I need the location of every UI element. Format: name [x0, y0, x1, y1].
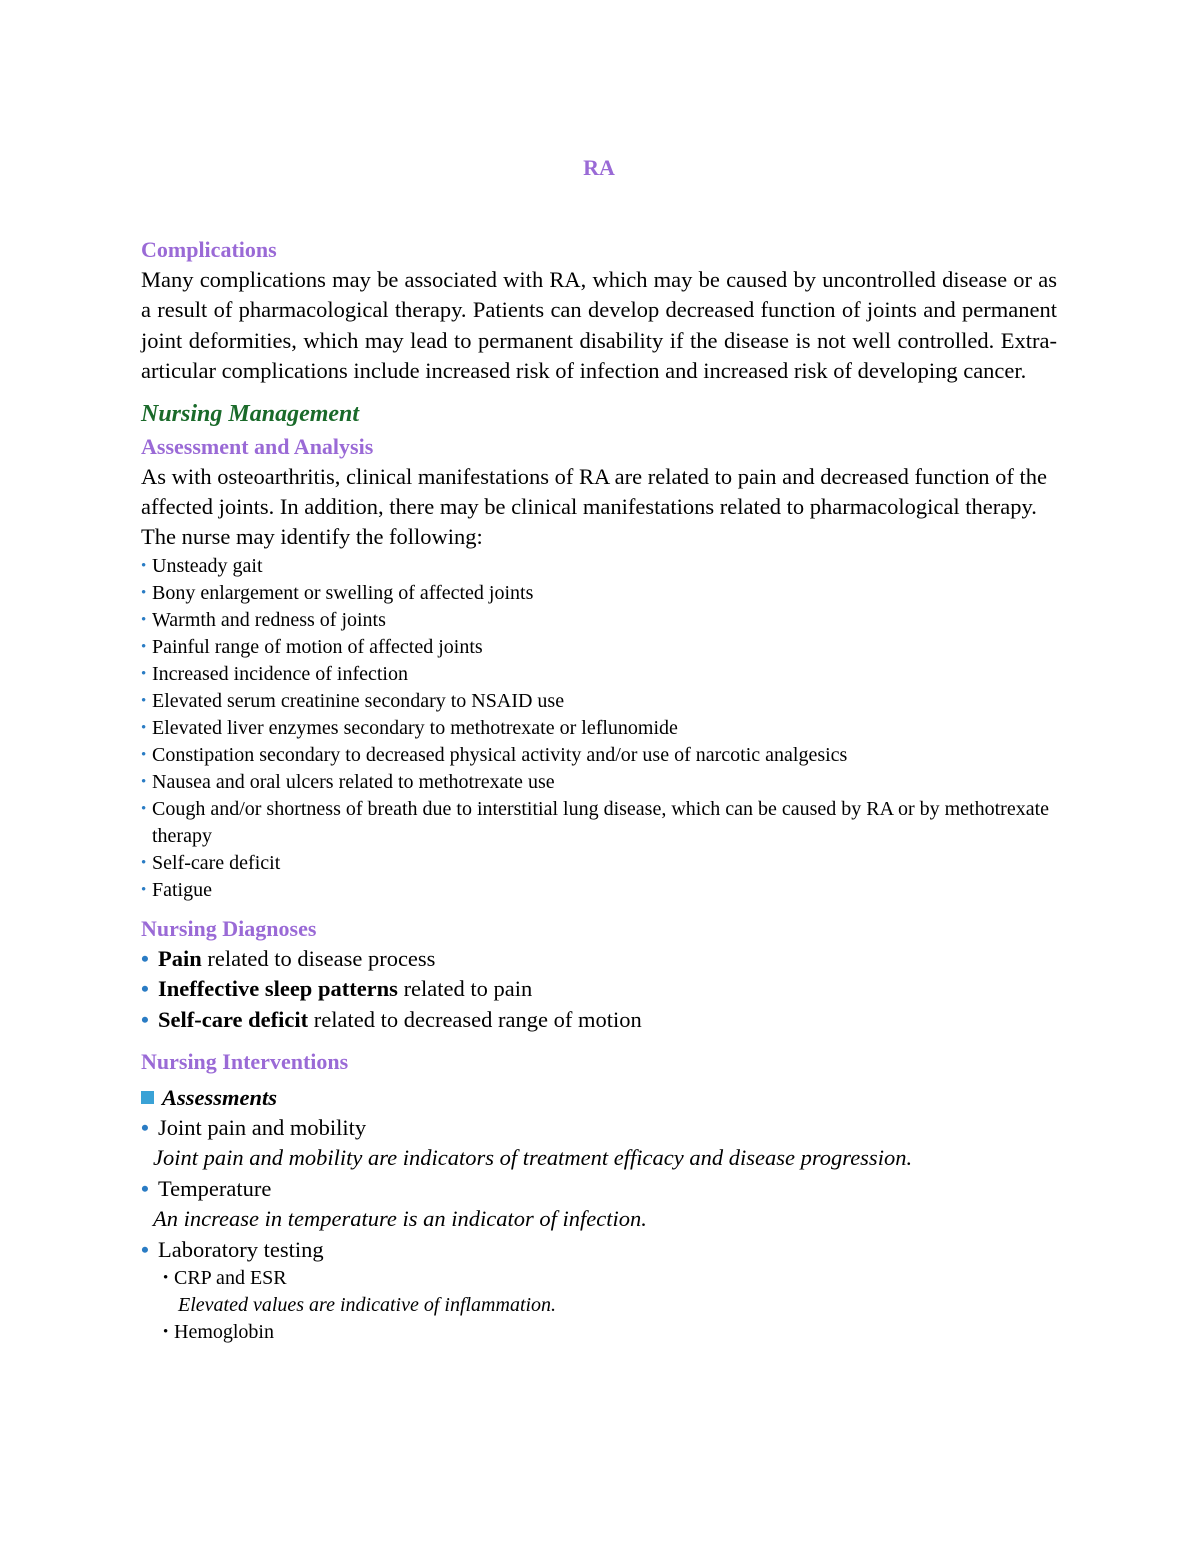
list-item: • Elevated liver enzymes secondary to methotrexate or leflunomide: [141, 715, 1057, 742]
list-item: • Fatigue: [141, 877, 1057, 904]
nursing-management-heading: Nursing Management: [141, 400, 360, 427]
list-item: • Cough and/or shortness of breath due to interstitial lung disease, which can be caused by RA or by methotrexate therapy: [141, 797, 1050, 847]
lab-item: • Hemoglobin: [141, 1319, 1057, 1346]
bullet-icon: •: [141, 854, 147, 871]
square-bullet-icon: [141, 1091, 154, 1104]
bullet-icon: •: [163, 1324, 169, 1341]
list-item: • Pain related to disease process: [141, 944, 1057, 974]
bullet-icon: •: [141, 611, 147, 628]
list-item: • Nausea and oral ulcers related to methotrexate use: [141, 769, 1057, 796]
assessments-heading: Assessments: [141, 1083, 1057, 1113]
list-item: • Elevated serum creatinine secondary to NSAID use: [141, 688, 1057, 715]
bullet-icon: •: [163, 1270, 169, 1287]
nursing-diagnoses-heading: Nursing Diagnoses: [141, 915, 317, 941]
list-item: • Bony enlargement or swelling of affected joints: [141, 580, 1057, 607]
bullet-icon: •: [141, 719, 147, 736]
bullet-icon: •: [141, 1175, 149, 1201]
bullet-icon: •: [141, 800, 147, 817]
intervention-item: • Joint pain and mobility: [141, 1113, 1057, 1143]
diagnoses-list: [141, 944, 1057, 1035]
complications-heading: Complications: [141, 237, 277, 262]
lab-rationale: Elevated values are indicative of inflammation.: [178, 1294, 557, 1317]
complications-body: Many complications may be associated with RA, which may be caused by uncontrolled disease or as a result of pharmacological therapy. Patients can develop decreased function of joints and permanent joint deformities, which may lead to permanent disability if the disease is not well controlled. Extra-articular complications include increased risk of infection and increased risk of developing cancer.: [141, 267, 1057, 384]
list-item: • Warmth and redness of joints: [141, 607, 1057, 634]
list-item: • Ineffective sleep patterns related to pain: [141, 974, 1057, 1004]
bullet-icon: •: [141, 1115, 149, 1141]
bullet-icon: •: [141, 945, 149, 971]
list-item: • Unsteady gait: [141, 553, 1057, 580]
bullet-icon: •: [141, 665, 147, 682]
document-body: [141, 235, 1057, 1346]
bullet-icon: •: [141, 1236, 149, 1262]
intervention-item: • Laboratory testing: [141, 1235, 1057, 1265]
list-item: • Constipation secondary to decreased physical activity and/or use of narcotic analgesics: [141, 742, 1057, 769]
assessment-list: [141, 553, 1057, 904]
nursing-interventions-heading: Nursing Interventions: [141, 1049, 349, 1075]
lab-item: • CRP and ESR: [141, 1265, 1057, 1292]
list-item: • Painful range of motion of affected joints: [141, 634, 1057, 661]
list-item: • Increased incidence of infection: [141, 661, 1057, 688]
bullet-icon: •: [141, 557, 147, 574]
bullet-icon: •: [141, 638, 147, 655]
intervention-rationale: Joint pain and mobility are indicators of treatment efficacy and disease progression.: [153, 1145, 913, 1171]
page-title: RA: [583, 155, 615, 180]
intervention-item: • Temperature: [141, 1174, 1057, 1204]
list-item: • Self-care deficit related to decreased range of motion: [141, 1005, 1057, 1035]
list-item: • Self-care deficit: [141, 850, 1057, 877]
bullet-icon: •: [141, 1006, 149, 1032]
bullet-icon: •: [141, 976, 149, 1002]
bullet-icon: •: [141, 692, 147, 709]
assessment-analysis-body: As with osteoarthritis, clinical manifestations of RA are related to pain and decreased function of the affected joints. In addition, there may be clinical manifestations related to pharmacological therapy. The nurse may identify the following:: [141, 463, 1047, 550]
bullet-icon: •: [141, 584, 147, 601]
intervention-rationale: An increase in temperature is an indicator of infection.: [153, 1206, 647, 1232]
bullet-icon: •: [141, 746, 147, 763]
bullet-icon: •: [141, 773, 147, 790]
bullet-icon: •: [141, 881, 147, 898]
assessment-analysis-heading: Assessment and Analysis: [141, 433, 374, 459]
